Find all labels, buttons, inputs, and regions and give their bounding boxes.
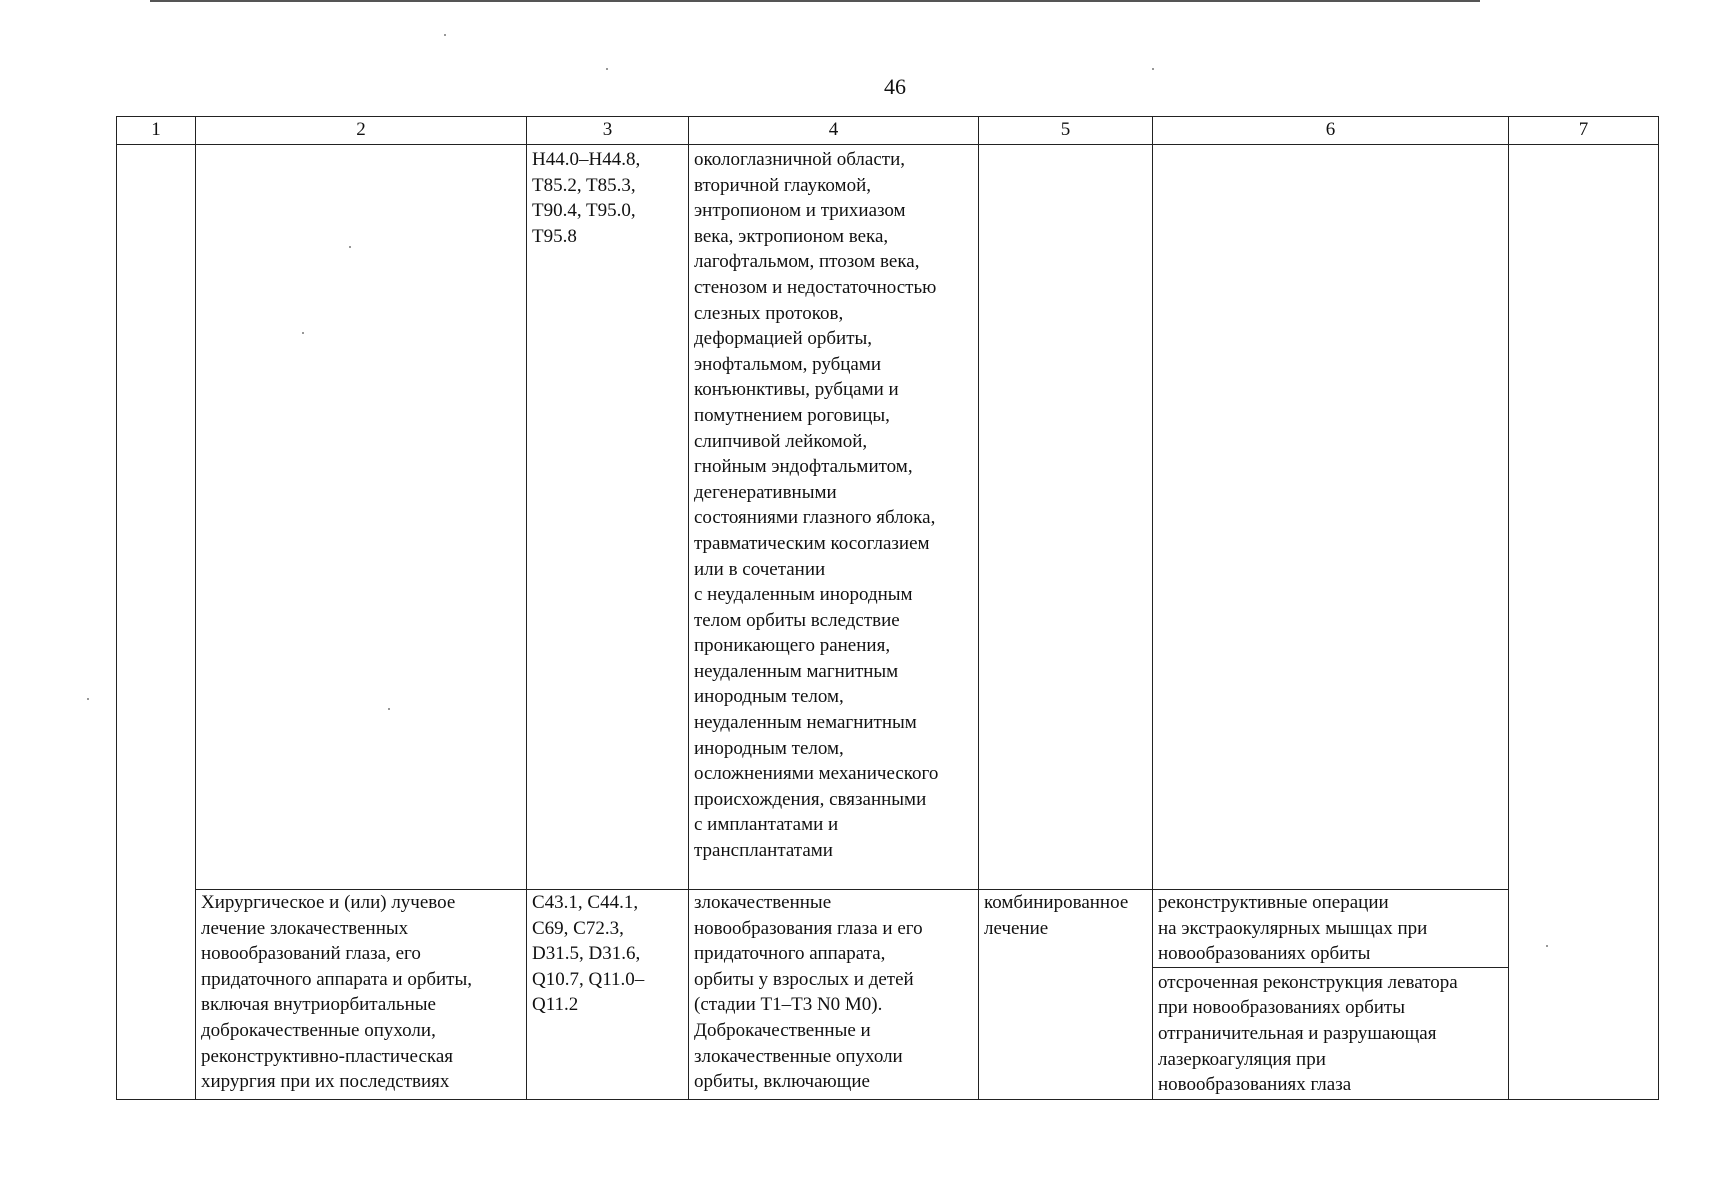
cell-text-line: с имплантатами и	[694, 814, 839, 836]
cell-text-line: злокачественные	[694, 892, 832, 913]
cell-text-line: травматическим косоглазием	[694, 532, 930, 554]
cell-text-line: придаточного аппарата и орбиты,	[201, 968, 472, 990]
cell-text-line: помутнением роговицы,	[694, 404, 890, 426]
cell-text-line: T90.4, T95.0,	[532, 200, 636, 222]
cell-text-line: Q10.7, Q11.0–	[532, 968, 645, 990]
table-row-continuation	[117, 145, 1659, 890]
cell-text-line: Доброкачественные и	[694, 1019, 871, 1041]
cell-text-line: орбиты, включающие	[694, 1071, 870, 1093]
cell-col-7	[1509, 145, 1659, 1100]
cell-text-line: конъюнктивы, рубцами и	[694, 379, 899, 401]
cell-text-line: отграничительная и разрушающая	[1158, 1022, 1437, 1044]
table-header-row	[117, 117, 1659, 145]
cell-text-line: гнойным эндофтальмитом,	[694, 456, 913, 478]
header-col-2: 2	[196, 117, 527, 145]
scan-speck	[87, 698, 89, 700]
scan-speck	[1546, 945, 1548, 947]
cell-text-line: окологлазничной области,	[694, 149, 905, 170]
cell-text-line: неудаленным немагнитным	[694, 712, 917, 734]
cell-text-line: или в сочетании	[694, 558, 826, 580]
cell-text-line: C43.1, C44.1,	[532, 892, 639, 913]
cell-icd-codes	[527, 890, 689, 1100]
cell-text-line: трансплантатами	[694, 840, 833, 862]
cell-treatment-type	[979, 890, 1153, 1100]
scan-speck	[388, 708, 390, 710]
cell-text-line: энтропионом и трихиазом	[694, 200, 906, 222]
cell-text-line: при новообразованиях орбиты	[1158, 997, 1405, 1019]
method-subcell-1	[1153, 890, 1508, 968]
cell-text-line: хирургия при их последствиях	[201, 1071, 450, 1093]
cell-text-line: состояниями глазного яблока,	[694, 507, 936, 529]
cell-text-line: реконструктивные операции	[1158, 892, 1389, 913]
cell-text-line: лечение злокачественных	[201, 917, 409, 939]
header-col-1: 1	[117, 117, 196, 145]
cell-icd-codes-continuation	[527, 145, 689, 890]
cell-text-line: новообразованиях орбиты	[1158, 943, 1371, 965]
cell-text-line: осложнениями механического	[694, 763, 939, 785]
cell-text-line: новообразования глаза и его	[694, 917, 923, 939]
scan-speck	[1152, 68, 1154, 70]
cell-text-line: слипчивой лейкомой,	[694, 430, 868, 452]
cell-text-line: проникающего ранения,	[694, 635, 891, 657]
cell-text-line: H44.0–H44.8,	[532, 149, 641, 170]
cell-text-line: деформацией орбиты,	[694, 328, 873, 350]
header-col-4: 4	[689, 117, 979, 145]
cell-col-2-continuation	[196, 145, 527, 890]
cell-text-line: T95.8	[532, 225, 577, 247]
cell-text-line: придаточного аппарата,	[694, 943, 886, 965]
scan-speck	[606, 68, 608, 70]
cell-care-profile	[196, 890, 527, 1100]
cell-text-line: энофтальмом, рубцами	[694, 353, 882, 375]
cell-text-line: злокачественные опухоли	[694, 1045, 903, 1067]
cell-text-line: орбиты у взрослых и детей	[694, 968, 914, 990]
cell-text-line: отсроченная реконструкция леватора	[1158, 971, 1458, 993]
cell-text-line: происхождения, связанными	[694, 788, 927, 810]
cell-text-line: века, эктропионом века,	[694, 225, 889, 247]
cell-treatment-type-continuation	[979, 145, 1153, 890]
cell-text-line: (стадии T1–T3 N0 M0).	[694, 994, 883, 1016]
cell-text-line: на экстраокулярных мышцах при	[1158, 917, 1428, 939]
header-col-7: 7	[1509, 117, 1659, 145]
header-col-6: 6	[1153, 117, 1509, 145]
header-col-5: 5	[979, 117, 1153, 145]
cell-text-line: телом орбиты вследствие	[694, 609, 900, 631]
cell-text-line: неудаленным магнитным	[694, 660, 899, 682]
cell-text-line: новообразованиях глаза	[1158, 1074, 1352, 1096]
cell-model-patient	[689, 890, 979, 1100]
cell-method-continuation	[1153, 145, 1509, 890]
scan-speck	[302, 332, 304, 334]
cell-text-line: инородным телом,	[694, 686, 844, 708]
cell-model-patient-continuation	[689, 145, 979, 890]
table-row-eye-tumors	[117, 890, 1659, 1100]
cell-text-line: комбинированное	[984, 892, 1129, 913]
cell-text-line: T85.2, T85.3,	[532, 174, 636, 196]
cell-text-line: вторичной глаукомой,	[694, 174, 871, 196]
cell-method	[1153, 890, 1509, 1100]
cell-text-line: Хирургическое и (или) лучевое	[201, 892, 456, 913]
scan-speck	[444, 34, 446, 36]
cell-text-line: лагофтальмом, птозом века,	[694, 251, 920, 273]
cell-text-line: стенозом и недостаточностью	[694, 276, 937, 298]
cell-text-line: дегенеративными	[694, 481, 837, 503]
cell-text-line: лечение	[984, 917, 1049, 939]
cell-text-line: новообразований глаза, его	[201, 943, 421, 965]
cell-text-line: C69, C72.3,	[532, 917, 624, 939]
cell-text-line: инородным телом,	[694, 737, 844, 759]
header-col-3: 3	[527, 117, 689, 145]
scan-speck	[349, 246, 351, 248]
top-border-line	[150, 0, 1480, 2]
cell-text-line: с неудаленным инородным	[694, 584, 913, 606]
cell-text-line: доброкачественные опухоли,	[201, 1019, 436, 1041]
cell-col-1	[117, 145, 196, 1100]
cell-text-line: реконструктивно-пластическая	[201, 1045, 454, 1067]
cell-text-line: включая внутриорбитальные	[201, 994, 436, 1016]
method-subcell-2	[1158, 968, 1504, 1098]
cell-text-line: D31.5, D31.6,	[532, 943, 641, 965]
procedures-table	[116, 116, 1659, 1100]
cell-text-line: Q11.2	[532, 994, 579, 1016]
cell-text-line: слезных протоков,	[694, 302, 844, 324]
cell-text-line: лазеркоагуляция при	[1158, 1048, 1326, 1070]
page-number: 46	[884, 74, 906, 99]
